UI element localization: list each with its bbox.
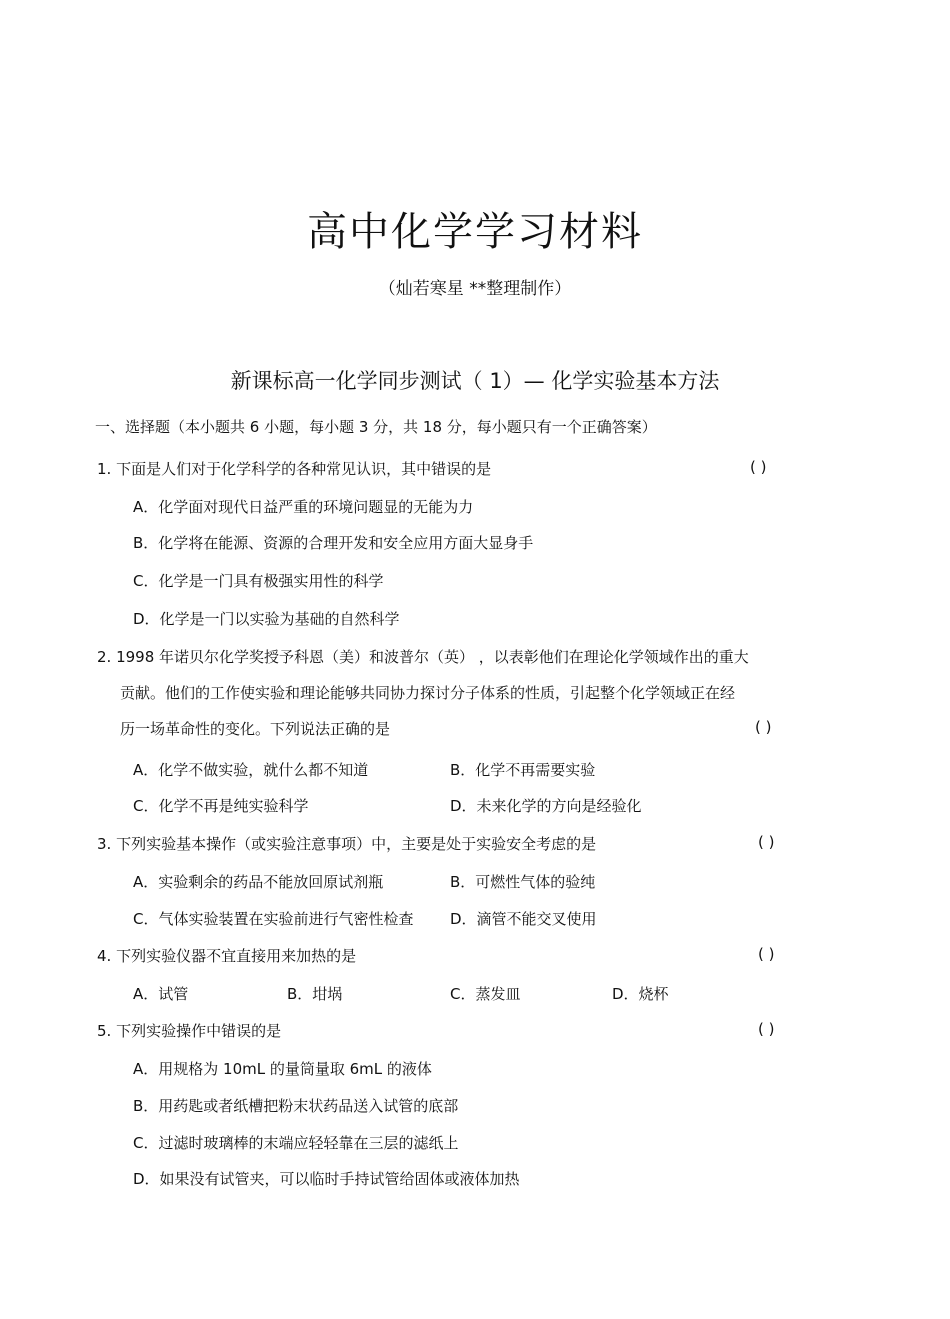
subtitle: （灿若寒星 **整理制作） [378,279,572,299]
question-4-option-a: A．试管 [133,985,189,1003]
question-1-stem: 1. 下面是人们对于化学科学的各种常见认识，其中错误的是 [97,460,492,478]
question-2-answer-paren: ( ) [755,718,772,736]
question-5-stem: 5. 下列实验操作中错误的是 [97,1022,282,1040]
question-4-option-d: D．烧杯 [612,985,669,1003]
question-1-answer-paren: ( ) [750,458,767,476]
question-3-answer-paren: ( ) [758,833,775,851]
question-3-option-a: A．实验剩余的药品不能放回原试剂瓶 [133,873,384,891]
question-4-stem: 4. 下列实验仪器不宜直接用来加热的是 [97,947,357,965]
question-5-option-c: C．过滤时玻璃棒的末端应轻轻靠在三层的滤纸上 [133,1134,459,1152]
question-3-stem: 3. 下列实验基本操作（或实验注意事项）中，主要是处于实验安全考虑的是 [97,835,597,853]
question-2-option-d: D．未来化学的方向是经验化 [450,797,642,815]
question-5-option-b: B．用药匙或者纸槽把粉末状药品送入试管的底部 [133,1097,459,1115]
main-title: 高中化学学习材料 [307,209,643,255]
test-title: 新课标高一化学同步测试（ 1）— 化学实验基本方法 [230,369,720,393]
question-2-option-c: C．化学不再是纯实验科学 [133,797,309,815]
question-3-option-c: C．气体实验装置在实验前进行气密性检查 [133,910,414,928]
question-5-option-a: A．用规格为 10mL 的量筒量取 6mL 的液体 [133,1060,432,1078]
question-4-option-c: C．蒸发皿 [450,985,521,1003]
section-title: 一、选择题（本小题共 6 小题，每小题 3 分，共 18 分，每小题只有一个正确答案） [95,418,657,436]
question-2-stem-line-2: 贡献。他们的工作使实验和理论能够共同协力探讨分子体系的性质，引起整个化学领域正在经 [120,684,736,702]
question-5-option-d: D．如果没有试管夹，可以临时手持试管给固体或液体加热 [133,1170,520,1188]
question-1-option-c: C．化学是一门具有极强实用性的科学 [133,572,384,590]
question-5-answer-paren: ( ) [758,1020,775,1038]
question-3-option-d: D．滴管不能交叉使用 [450,910,597,928]
question-1-option-b: B．化学将在能源、资源的合理开发和安全应用方面大显身手 [133,534,534,552]
question-2-option-a: A．化学不做实验，就什么都不知道 [133,761,369,779]
question-4-option-b: B．坩埚 [287,985,343,1003]
question-2-option-b: B．化学不再需要实验 [450,761,596,779]
question-4-answer-paren: ( ) [758,945,775,963]
question-1-option-a: A．化学面对现代日益严重的环境问题显的无能为力 [133,498,474,516]
question-2-stem-line-1: 2. 1998 年诺贝尔化学奖授予科恩（美）和波普尔（英） ，以表彰他们在理论化学领域作出的重大 [97,648,749,666]
question-2-stem-line-3: 历一场革命性的变化。下列说法正确的是 [120,720,391,738]
question-3-option-b: B．可燃性气体的验纯 [450,873,596,891]
question-1-option-d: D．化学是一门以实验为基础的自然科学 [133,610,400,628]
